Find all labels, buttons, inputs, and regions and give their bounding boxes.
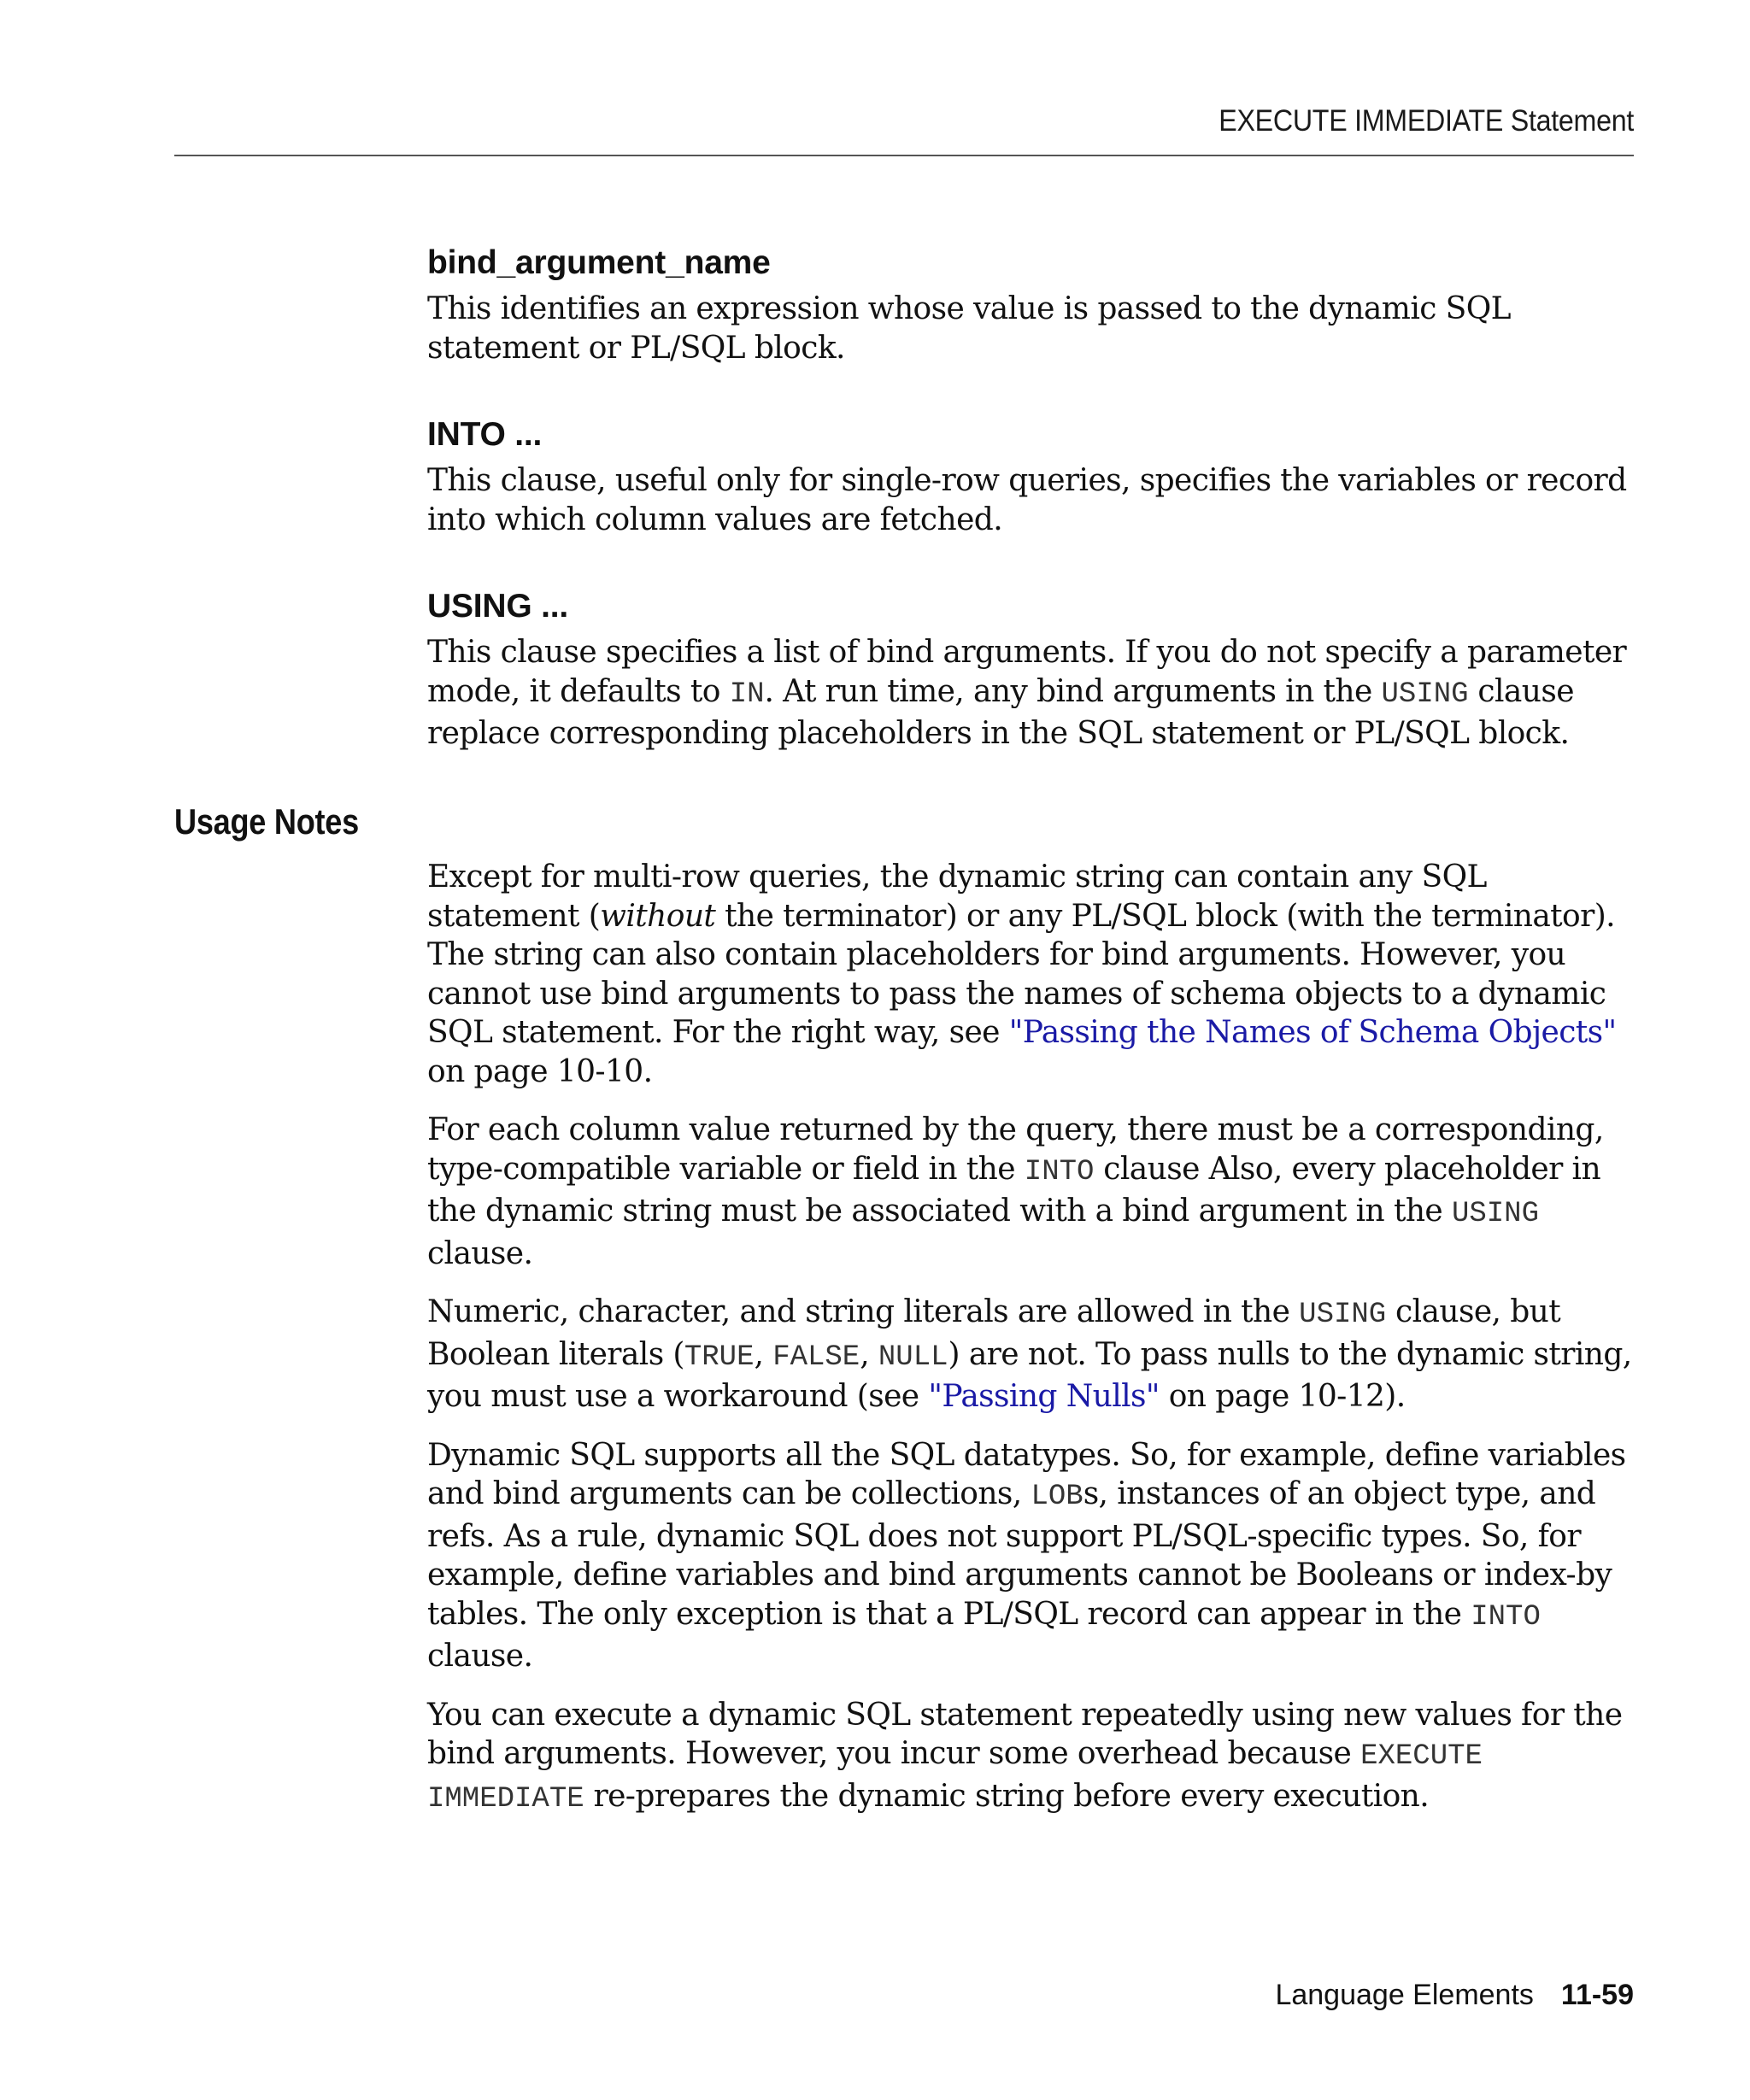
code-using: USING [1451, 1198, 1539, 1230]
usage-note-paragraph [427, 1696, 1641, 1820]
parameters-section [427, 243, 1641, 801]
section-title-usage-notes: Usage Notes [174, 801, 359, 842]
text-fragment: clause replace corresponding placeholders in the SQL statement or PL/SQL block. [427, 673, 1574, 751]
param-text-into: This clause, useful only for single-row queries, specifies the variables or record into which column values are fetched. [427, 463, 1627, 537]
code-lob: LOB [1031, 1481, 1083, 1513]
text-fragment: clause. [427, 1235, 533, 1271]
usage-note-paragraph [427, 858, 1641, 1091]
text-fragment: s, instances of an object type, and refs. As a rule, dynamic SQL does not support PL/SQL-specific types. So, for example, define variables and bind arguments cannot be Booleans or index-by tables. The only exception is that a PL/SQL record can appear in the [427, 1476, 1612, 1632]
code-null: NULL [878, 1340, 948, 1374]
param-text-bind-argument-name: This identifies an expression whose value is passed to the dynamic SQL statement or PL/SQL block. [427, 291, 1511, 366]
text-fragment: You can execute a dynamic SQL statement repeatedly using new values for the bind arguments. However, you incur some overhead because [427, 1697, 1623, 1771]
text-fragment: clause. [427, 1639, 533, 1674]
param-heading-into: INTO ... [427, 416, 543, 453]
param-heading-bind-argument-name: bind_argument_name [427, 244, 771, 281]
text-fragment: For each column value returned by the query, there must be a corresponding, type-compatible variable or field in the [427, 1112, 1604, 1187]
usage-notes-body [427, 858, 1641, 1839]
header-rule [174, 155, 1634, 156]
text-fragment: clause, but Boolean literals ( [427, 1294, 1561, 1372]
text-fragment: , [754, 1336, 773, 1372]
text-fragment: clause Also, every placeholder in the dynamic string must be associated with a bind argument in the [427, 1151, 1601, 1229]
code-using: USING [1299, 1299, 1387, 1331]
code-in: IN [729, 678, 765, 711]
param-text-using [427, 633, 1641, 754]
text-fragment: on page 10-12). [1159, 1379, 1406, 1414]
text-fragment: on page 10-10. [427, 1053, 653, 1089]
usage-note-paragraph [427, 1293, 1641, 1417]
code-execute-immediate: EXECUTE IMMEDIATE [427, 1740, 1483, 1816]
code-into: INTO [1471, 1600, 1541, 1634]
link-passing-nulls[interactable]: "Passing Nulls" [928, 1379, 1160, 1414]
text-fragment: the terminator) or any PL/SQL block (with the terminator). The string can also contain placeholders for bind arguments. However, you cannot use bind arguments to pass the names of schema objects to a dynamic SQL statement. For the right way, see [427, 898, 1616, 1050]
text-fragment: Numeric, character, and string literals are allowed in the [427, 1294, 1300, 1329]
usage-note-paragraph [427, 1436, 1641, 1676]
code-true: TRUE [684, 1340, 755, 1374]
italic-without: without [600, 898, 716, 934]
usage-note-paragraph [427, 1111, 1641, 1273]
text-fragment: re-prepares the dynamic string before every execution. [584, 1778, 1430, 1814]
code-into: INTO [1024, 1155, 1095, 1188]
running-footer [1275, 1979, 1634, 2012]
footer-section-name: Language Elements [1275, 1979, 1534, 2011]
param-heading-using: USING ... [427, 588, 569, 625]
link-passing-names-of-schema-objects[interactable]: "Passing the Names of Schema Objects" [1008, 1015, 1617, 1050]
code-false: FALSE [772, 1340, 860, 1374]
running-header: EXECUTE IMMEDIATE Statement [1219, 104, 1634, 138]
code-using: USING [1381, 678, 1469, 711]
text-fragment: Except for multi-row queries, the dynamic string can contain any SQL statement ( [427, 859, 1487, 934]
text-fragment: , [860, 1336, 878, 1372]
text-fragment: ) are not. To pass nulls to the dynamic string, you must use a workaround (see [427, 1336, 1632, 1414]
text-fragment: Dynamic SQL supports all the SQL datatypes. So, for example, define variables and bind arguments can be collections, [427, 1437, 1626, 1511]
text-fragment: This clause specifies a list of bind arguments. If you do not specify a parameter mode, it defaults to [427, 635, 1627, 709]
text-fragment: . At run time, any bind arguments in the [764, 673, 1382, 709]
page-number: 11-59 [1560, 1979, 1634, 2011]
